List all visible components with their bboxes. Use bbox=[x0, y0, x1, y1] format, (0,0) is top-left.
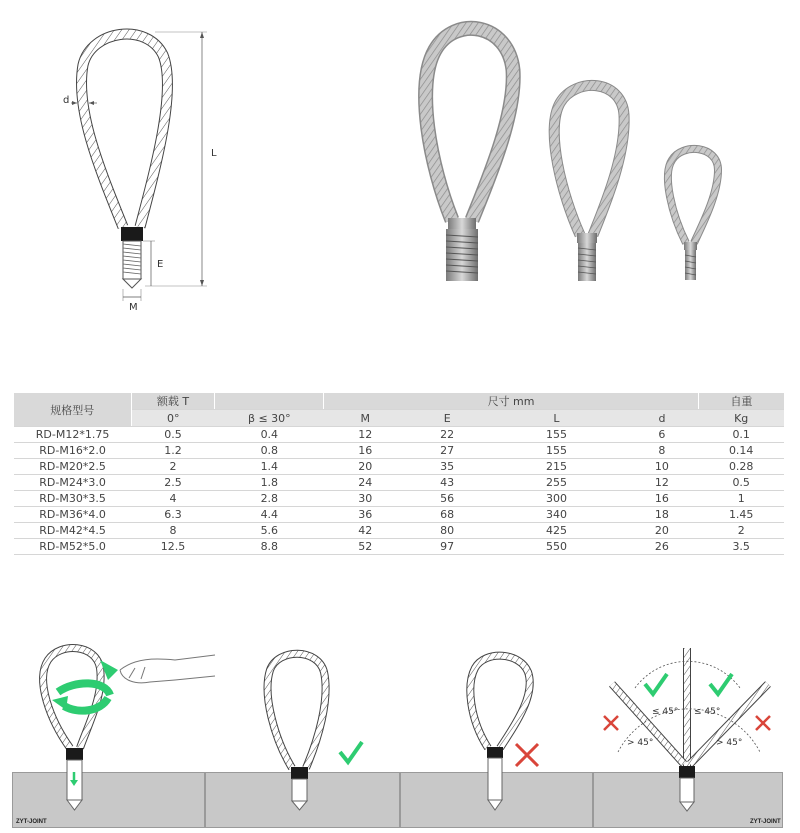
subheader-cell: β ≤ 30° bbox=[215, 410, 324, 427]
value-cell: 18 bbox=[625, 507, 698, 523]
model-cell: RD-M16*2.0 bbox=[14, 443, 131, 459]
value-cell: 43 bbox=[407, 475, 488, 491]
medium-rope-loop bbox=[554, 85, 624, 281]
value-cell: 0.8 bbox=[215, 443, 324, 459]
hand-icon bbox=[120, 655, 215, 683]
model-cell: RD-M42*4.5 bbox=[14, 523, 131, 539]
value-cell: 12 bbox=[625, 475, 698, 491]
model-cell: RD-M12*1.75 bbox=[14, 427, 131, 443]
subheader-cell: d bbox=[625, 410, 698, 427]
value-cell: 1.45 bbox=[698, 507, 784, 523]
value-cell: 8 bbox=[131, 523, 215, 539]
value-cell: 6.3 bbox=[131, 507, 215, 523]
value-cell: 2.5 bbox=[131, 475, 215, 491]
cross-icon-left bbox=[604, 716, 618, 730]
value-cell: 155 bbox=[487, 443, 625, 459]
loop-technical-drawing bbox=[55, 20, 230, 315]
value-cell: 155 bbox=[487, 427, 625, 443]
value-cell: 3.5 bbox=[698, 539, 784, 555]
header-load: 额载 T bbox=[131, 393, 215, 410]
value-cell: 0.5 bbox=[698, 475, 784, 491]
angle-label-gt-right: > 45° bbox=[716, 738, 743, 748]
value-cell: 16 bbox=[324, 443, 407, 459]
subheader-cell: Kg bbox=[698, 410, 784, 427]
value-cell: 1.4 bbox=[215, 459, 324, 475]
usage-illustrations bbox=[0, 640, 800, 830]
value-cell: 80 bbox=[407, 523, 488, 539]
angle-label-le-left: ≤ 45° bbox=[652, 707, 679, 717]
value-cell: 2 bbox=[131, 459, 215, 475]
value-cell: 550 bbox=[487, 539, 625, 555]
product-photo-three-sizes bbox=[410, 15, 730, 290]
value-cell: 2.8 bbox=[215, 491, 324, 507]
cross-icon-right bbox=[756, 716, 770, 730]
model-cell: RD-M36*4.0 bbox=[14, 507, 131, 523]
usage-panel-correct bbox=[268, 654, 362, 810]
usage-panel-install bbox=[43, 648, 215, 810]
subheader-cell: M bbox=[324, 410, 407, 427]
value-cell: 5.6 bbox=[215, 523, 324, 539]
value-cell: 0.4 bbox=[215, 427, 324, 443]
value-cell: 68 bbox=[407, 507, 488, 523]
value-cell: 1.2 bbox=[131, 443, 215, 459]
value-cell: 0.14 bbox=[698, 443, 784, 459]
value-cell: 0.5 bbox=[131, 427, 215, 443]
table-header-row bbox=[14, 393, 784, 410]
table-row bbox=[14, 475, 784, 491]
table-row bbox=[14, 539, 784, 555]
specification-table bbox=[14, 393, 784, 555]
value-cell: 6 bbox=[625, 427, 698, 443]
header-model: 规格型号 bbox=[14, 393, 131, 427]
brand-label-left: ZYT-JOINT bbox=[16, 819, 47, 825]
table-row bbox=[14, 443, 784, 459]
value-cell: 20 bbox=[625, 523, 698, 539]
value-cell: 36 bbox=[324, 507, 407, 523]
model-cell: RD-M24*3.0 bbox=[14, 475, 131, 491]
value-cell: 8 bbox=[625, 443, 698, 459]
subheader-cell: E bbox=[407, 410, 488, 427]
value-cell: 27 bbox=[407, 443, 488, 459]
value-cell: 255 bbox=[487, 475, 625, 491]
check-icon bbox=[340, 742, 362, 762]
dimension-L-label: L bbox=[211, 148, 217, 159]
value-cell: 8.8 bbox=[215, 539, 324, 555]
value-cell: 42 bbox=[324, 523, 407, 539]
model-cell: RD-M30*3.5 bbox=[14, 491, 131, 507]
cross-icon bbox=[516, 744, 538, 766]
value-cell: 56 bbox=[407, 491, 488, 507]
value-cell: 16 bbox=[625, 491, 698, 507]
value-cell: 215 bbox=[487, 459, 625, 475]
value-cell: 24 bbox=[324, 475, 407, 491]
value-cell: 30 bbox=[324, 491, 407, 507]
value-cell: 0.28 bbox=[698, 459, 784, 475]
usage-panel-angles bbox=[604, 648, 770, 811]
subheader-cell: L bbox=[487, 410, 625, 427]
check-icon-left bbox=[645, 674, 667, 694]
header-weight: 自重 bbox=[698, 393, 784, 410]
table-row bbox=[14, 523, 784, 539]
angle-label-le-right: ≤ 45° bbox=[694, 707, 721, 717]
dimension-E-label: E bbox=[157, 259, 164, 270]
value-cell: 97 bbox=[407, 539, 488, 555]
value-cell: 1 bbox=[698, 491, 784, 507]
value-cell: 26 bbox=[625, 539, 698, 555]
value-cell: 0.1 bbox=[698, 427, 784, 443]
value-cell: 300 bbox=[487, 491, 625, 507]
value-cell: 340 bbox=[487, 507, 625, 523]
value-cell: 35 bbox=[407, 459, 488, 475]
dimension-M-label: M bbox=[129, 302, 138, 313]
value-cell: 2 bbox=[698, 523, 784, 539]
value-cell: 4 bbox=[131, 491, 215, 507]
large-rope-loop bbox=[426, 28, 514, 281]
value-cell: 20 bbox=[324, 459, 407, 475]
header-size: 尺寸 mm bbox=[324, 393, 699, 410]
check-icon-right bbox=[710, 674, 732, 694]
value-cell: 52 bbox=[324, 539, 407, 555]
value-cell: 425 bbox=[487, 523, 625, 539]
model-cell: RD-M52*5.0 bbox=[14, 539, 131, 555]
table-row bbox=[14, 491, 784, 507]
value-cell: 1.8 bbox=[215, 475, 324, 491]
value-cell: 10 bbox=[625, 459, 698, 475]
small-rope-loop bbox=[668, 149, 718, 280]
value-cell: 12.5 bbox=[131, 539, 215, 555]
dimension-d-label: d bbox=[63, 95, 70, 106]
value-cell: 12 bbox=[324, 427, 407, 443]
model-cell: RD-M20*2.5 bbox=[14, 459, 131, 475]
subheader-cell: 0° bbox=[131, 410, 215, 427]
brand-label-right: ZYT-JOINT bbox=[750, 819, 781, 825]
value-cell: 22 bbox=[407, 427, 488, 443]
table-row bbox=[14, 427, 784, 443]
value-cell: 4.4 bbox=[215, 507, 324, 523]
usage-panel-wrong bbox=[470, 656, 538, 810]
table-row bbox=[14, 459, 784, 475]
table-row bbox=[14, 507, 784, 523]
angle-label-gt-left: > 45° bbox=[627, 738, 654, 748]
